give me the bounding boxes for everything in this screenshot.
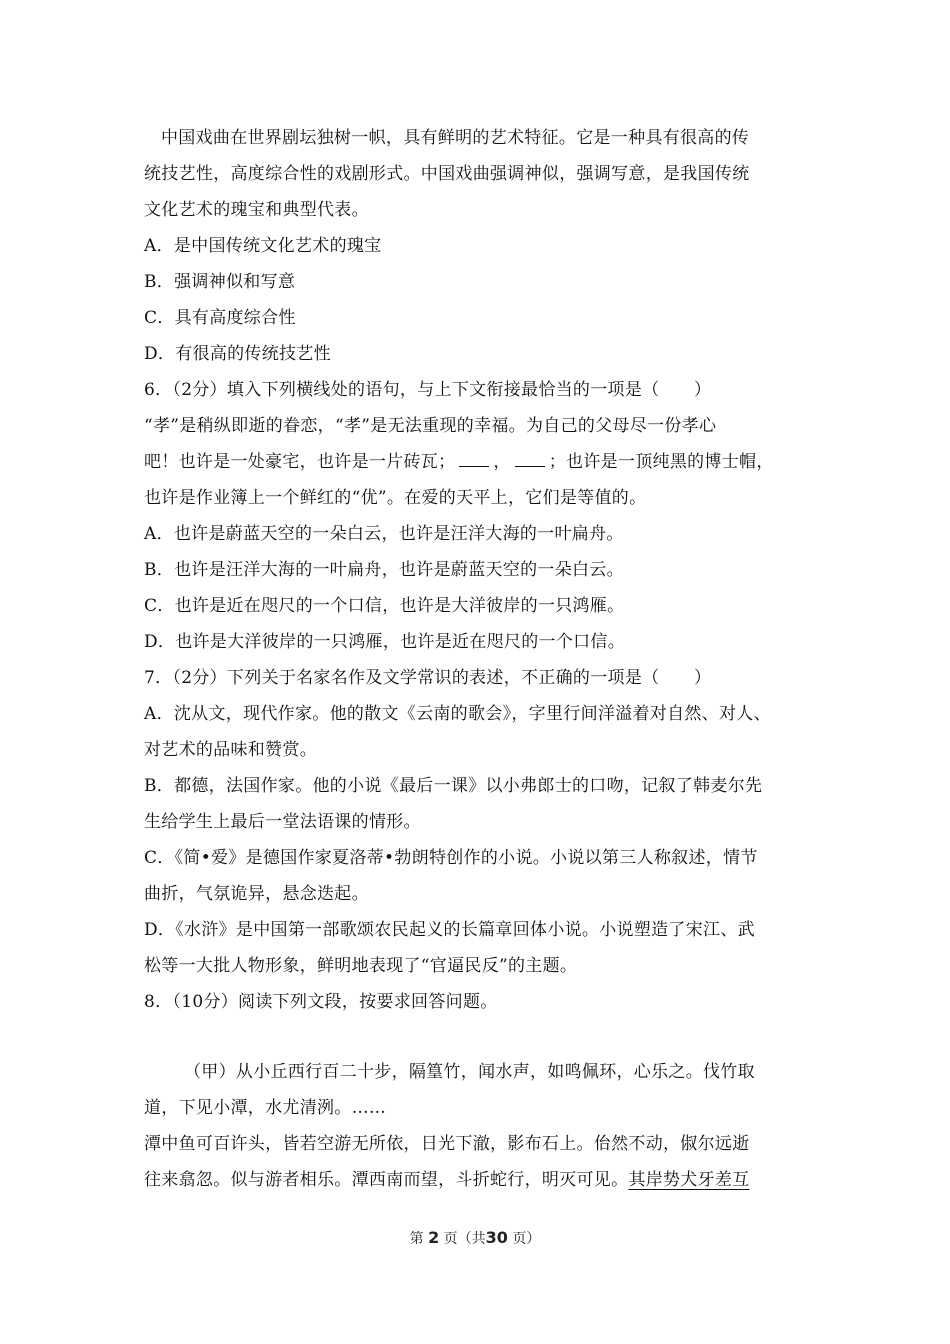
fill-blank bbox=[459, 448, 489, 467]
q8-passage-line: （甲）从小丘西行百二十步，隔篁竹，闻水声，如鸣佩环，心乐之。伐竹取 bbox=[184, 1062, 755, 1082]
intro-line: 统技艺性，高度综合性的戏剧形式。中国戏曲强调神似，强调写意，是我国传统 bbox=[144, 164, 750, 184]
q6-passage-line: 也许是作业簿上一个鲜红的“优”。在爱的天平上，它们是等值的。 bbox=[144, 488, 647, 508]
q6-option-b: B．也许是汪洋大海的一叶扁舟，也许是蔚蓝天空的一朵白云。 bbox=[144, 560, 624, 580]
q6-passage-line bbox=[144, 444, 810, 480]
q8-passage-line: 潭中鱼可百许头，皆若空游无所依，日光下澈，影布石上。佁然不动，俶尔远逝 bbox=[144, 1134, 750, 1154]
q6-option-d: D．也许是大洋彼岸的一只鸿雁，也许是近在咫尺的一个口信。 bbox=[144, 632, 626, 652]
q7-option-c-cont: 曲折，气氛诡异，悬念迭起。 bbox=[144, 884, 369, 904]
q6-option-a: A．也许是蔚蓝天空的一朵白云，也许是汪洋大海的一叶扁舟。 bbox=[144, 524, 624, 544]
q6-separator: ， bbox=[493, 452, 511, 472]
q8-passage-text: 往来翕忽。似与游者相乐。潭西南而望，斗折蛇行，明灭可见。 bbox=[144, 1170, 629, 1190]
q5-option-d: D．有很高的传统技艺性 bbox=[144, 344, 331, 364]
footer-mid: 页（共 bbox=[443, 1231, 486, 1247]
q6-option-c: C．也许是近在咫尺的一个口信，也许是大洋彼岸的一只鸿雁。 bbox=[144, 596, 625, 616]
q5-option-a: A．是中国传统文化艺术的瑰宝 bbox=[144, 236, 382, 256]
q7-option-a: A．沈从文，现代作家。他的散文《云南的歌会》，字里行间洋溢着对自然、对人、 bbox=[144, 704, 771, 724]
page-footer bbox=[0, 1228, 950, 1249]
footer-suffix: 页） bbox=[512, 1231, 541, 1247]
total-pages: 30 bbox=[485, 1228, 508, 1247]
q8-passage-line bbox=[144, 1162, 810, 1198]
q7-option-c: C．《简•爱》是德国作家夏洛蒂•勃朗特创作的小说。小说以第三人称叙述，情节 bbox=[144, 848, 758, 868]
q7-option-b: B．都德，法国作家。他的小说《最后一课》以小弗郎士的口吻，记叙了韩麦尔先 bbox=[144, 776, 763, 796]
footer-prefix: 第 bbox=[409, 1231, 424, 1247]
q7-option-a-cont: 对艺术的品味和赞赏。 bbox=[144, 740, 317, 760]
q6-passage-line: “孝”是稍纵即逝的眷恋，“孝”是无法重现的幸福。为自己的父母尽一份孝心 bbox=[144, 416, 717, 436]
q6-passage-text: 吧！也许是一处豪宅，也许是一片砖瓦； bbox=[144, 452, 456, 472]
intro-line: 文化艺术的瑰宝和典型代表。 bbox=[144, 200, 369, 220]
page-content bbox=[144, 120, 810, 1198]
intro-line: 中国戏曲在世界剧坛独树一帜，具有鲜明的艺术特征。它是一种具有很高的传 bbox=[161, 128, 750, 148]
page-number: 2 bbox=[428, 1228, 440, 1247]
underlined-sentence: 其岸势犬牙差互 bbox=[628, 1170, 750, 1190]
paragraph-gap bbox=[144, 1020, 810, 1054]
q5-option-b: B．强调神似和写意 bbox=[144, 272, 296, 292]
q7-option-d-cont: 松等一大批人物形象，鲜明地表现了“官逼民反”的主题。 bbox=[144, 956, 578, 976]
q7-stem: 7．（2分）下列关于名家名作及文学常识的表述，不正确的一项是（ ） bbox=[144, 668, 712, 688]
fill-blank bbox=[515, 448, 545, 467]
q7-option-b-cont: 生给学生上最后一堂法语课的情形。 bbox=[144, 812, 421, 832]
q8-stem: 8．（10分）阅读下列文段，按要求回答问题。 bbox=[144, 992, 498, 1012]
q5-option-c: C．具有高度综合性 bbox=[144, 308, 296, 328]
q7-option-d: D．《水浒》是中国第一部歌颂农民起义的长篇章回体小说。小说塑造了宋江、武 bbox=[144, 920, 755, 940]
q6-passage-text: ；也许是一顶纯黑的博士帽， bbox=[548, 452, 774, 472]
q8-passage-line: 道，下见小潭，水尤清洌。…… bbox=[144, 1098, 387, 1118]
q6-stem: 6．（2分）填入下列横线处的语句，与上下文衔接最恰当的一项是（ ） bbox=[144, 380, 712, 400]
